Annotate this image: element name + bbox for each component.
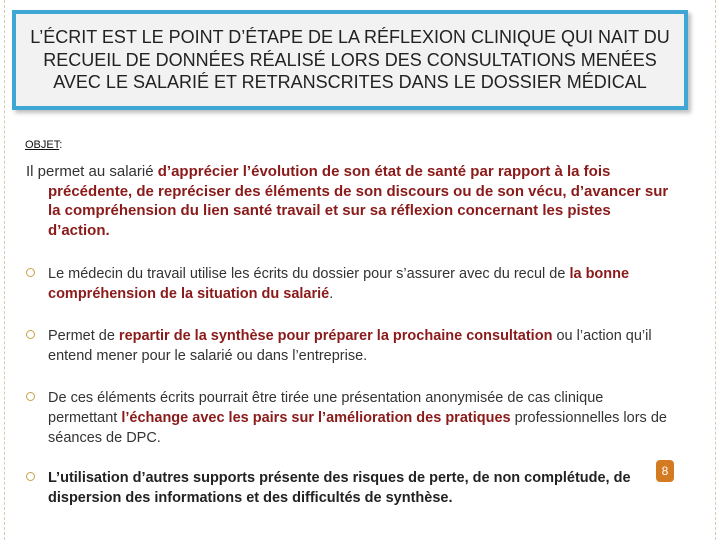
bullet-4-bold: L’utilisation d’autres supports présente des risques de perte, de non complétude, de dispersion des informations et des difficultés de synthèse. (48, 470, 631, 506)
bullet-1-end: . (329, 286, 334, 302)
bullet-2-bold: repartir de la synthèse pour préparer la prochaine consultation (118, 328, 553, 344)
bullet-2-end: ou l’action qu’il entend mener pour le salarié ou dans l’entreprise. (48, 328, 652, 364)
objet-label-text: OBJET (25, 139, 60, 151)
intro-paragraph (26, 162, 676, 240)
bullet-item-2 (26, 326, 676, 366)
objet-colon: : (59, 139, 63, 151)
intro-text-a: Il permet au salarié (26, 163, 158, 180)
bullet-item-3 (26, 388, 676, 448)
left-dashed-rule (4, 0, 5, 540)
right-dashed-rule (715, 0, 716, 540)
bullet-3-text: De ces éléments écrits pourrait être tirée une présentation anonymisée de cas clinique permettant (48, 390, 604, 426)
bullet-circle-icon (26, 330, 35, 339)
bullet-circle-icon (26, 472, 35, 481)
bullet-3-bold: l’échange avec les pairs sur l’amélioration des pratiques (121, 410, 511, 426)
title-box (12, 10, 688, 110)
bullet-circle-icon (26, 268, 35, 277)
bullet-1-text: Le médecin du travail utilise les écrits du dossier pour s’assurer avec du recul de (48, 266, 570, 282)
bullet-item-4 (26, 468, 676, 508)
bullet-1-red: la (569, 266, 582, 282)
intro-text-b: d’apprécier l’évolution de son état de santé par rapport à la fois précédente, de repréciser des éléments de son discours ou de son vécu, d’avancer sur la compréhension du lien santé travail et sur sa réflexion concernant les pistes d’action. (48, 163, 669, 239)
objet-label (25, 139, 62, 151)
bullet-circle-icon (26, 392, 35, 401)
bullet-3-end: professionnelles lors de séances de DPC. (48, 410, 667, 446)
slide-title: L’ÉCRIT EST LE POINT D’ÉTAPE DE LA RÉFLEXION CLINIQUE QUI NAIT DU RECUEIL DE DONNÉES RÉALISÉ LORS DES CONSULTATIONS MENÉES AVEC LE SALARIÉ ET RETRANSCRITES DANS LE DOSSIER MÉDICAL (30, 27, 670, 93)
bullet-item-1 (26, 264, 676, 304)
page-number-badge: 8 (656, 460, 674, 482)
bullet-2-text: Permet de (48, 328, 119, 344)
bullet-1-bold: bonne compréhension de la situation du salarié (48, 266, 630, 302)
